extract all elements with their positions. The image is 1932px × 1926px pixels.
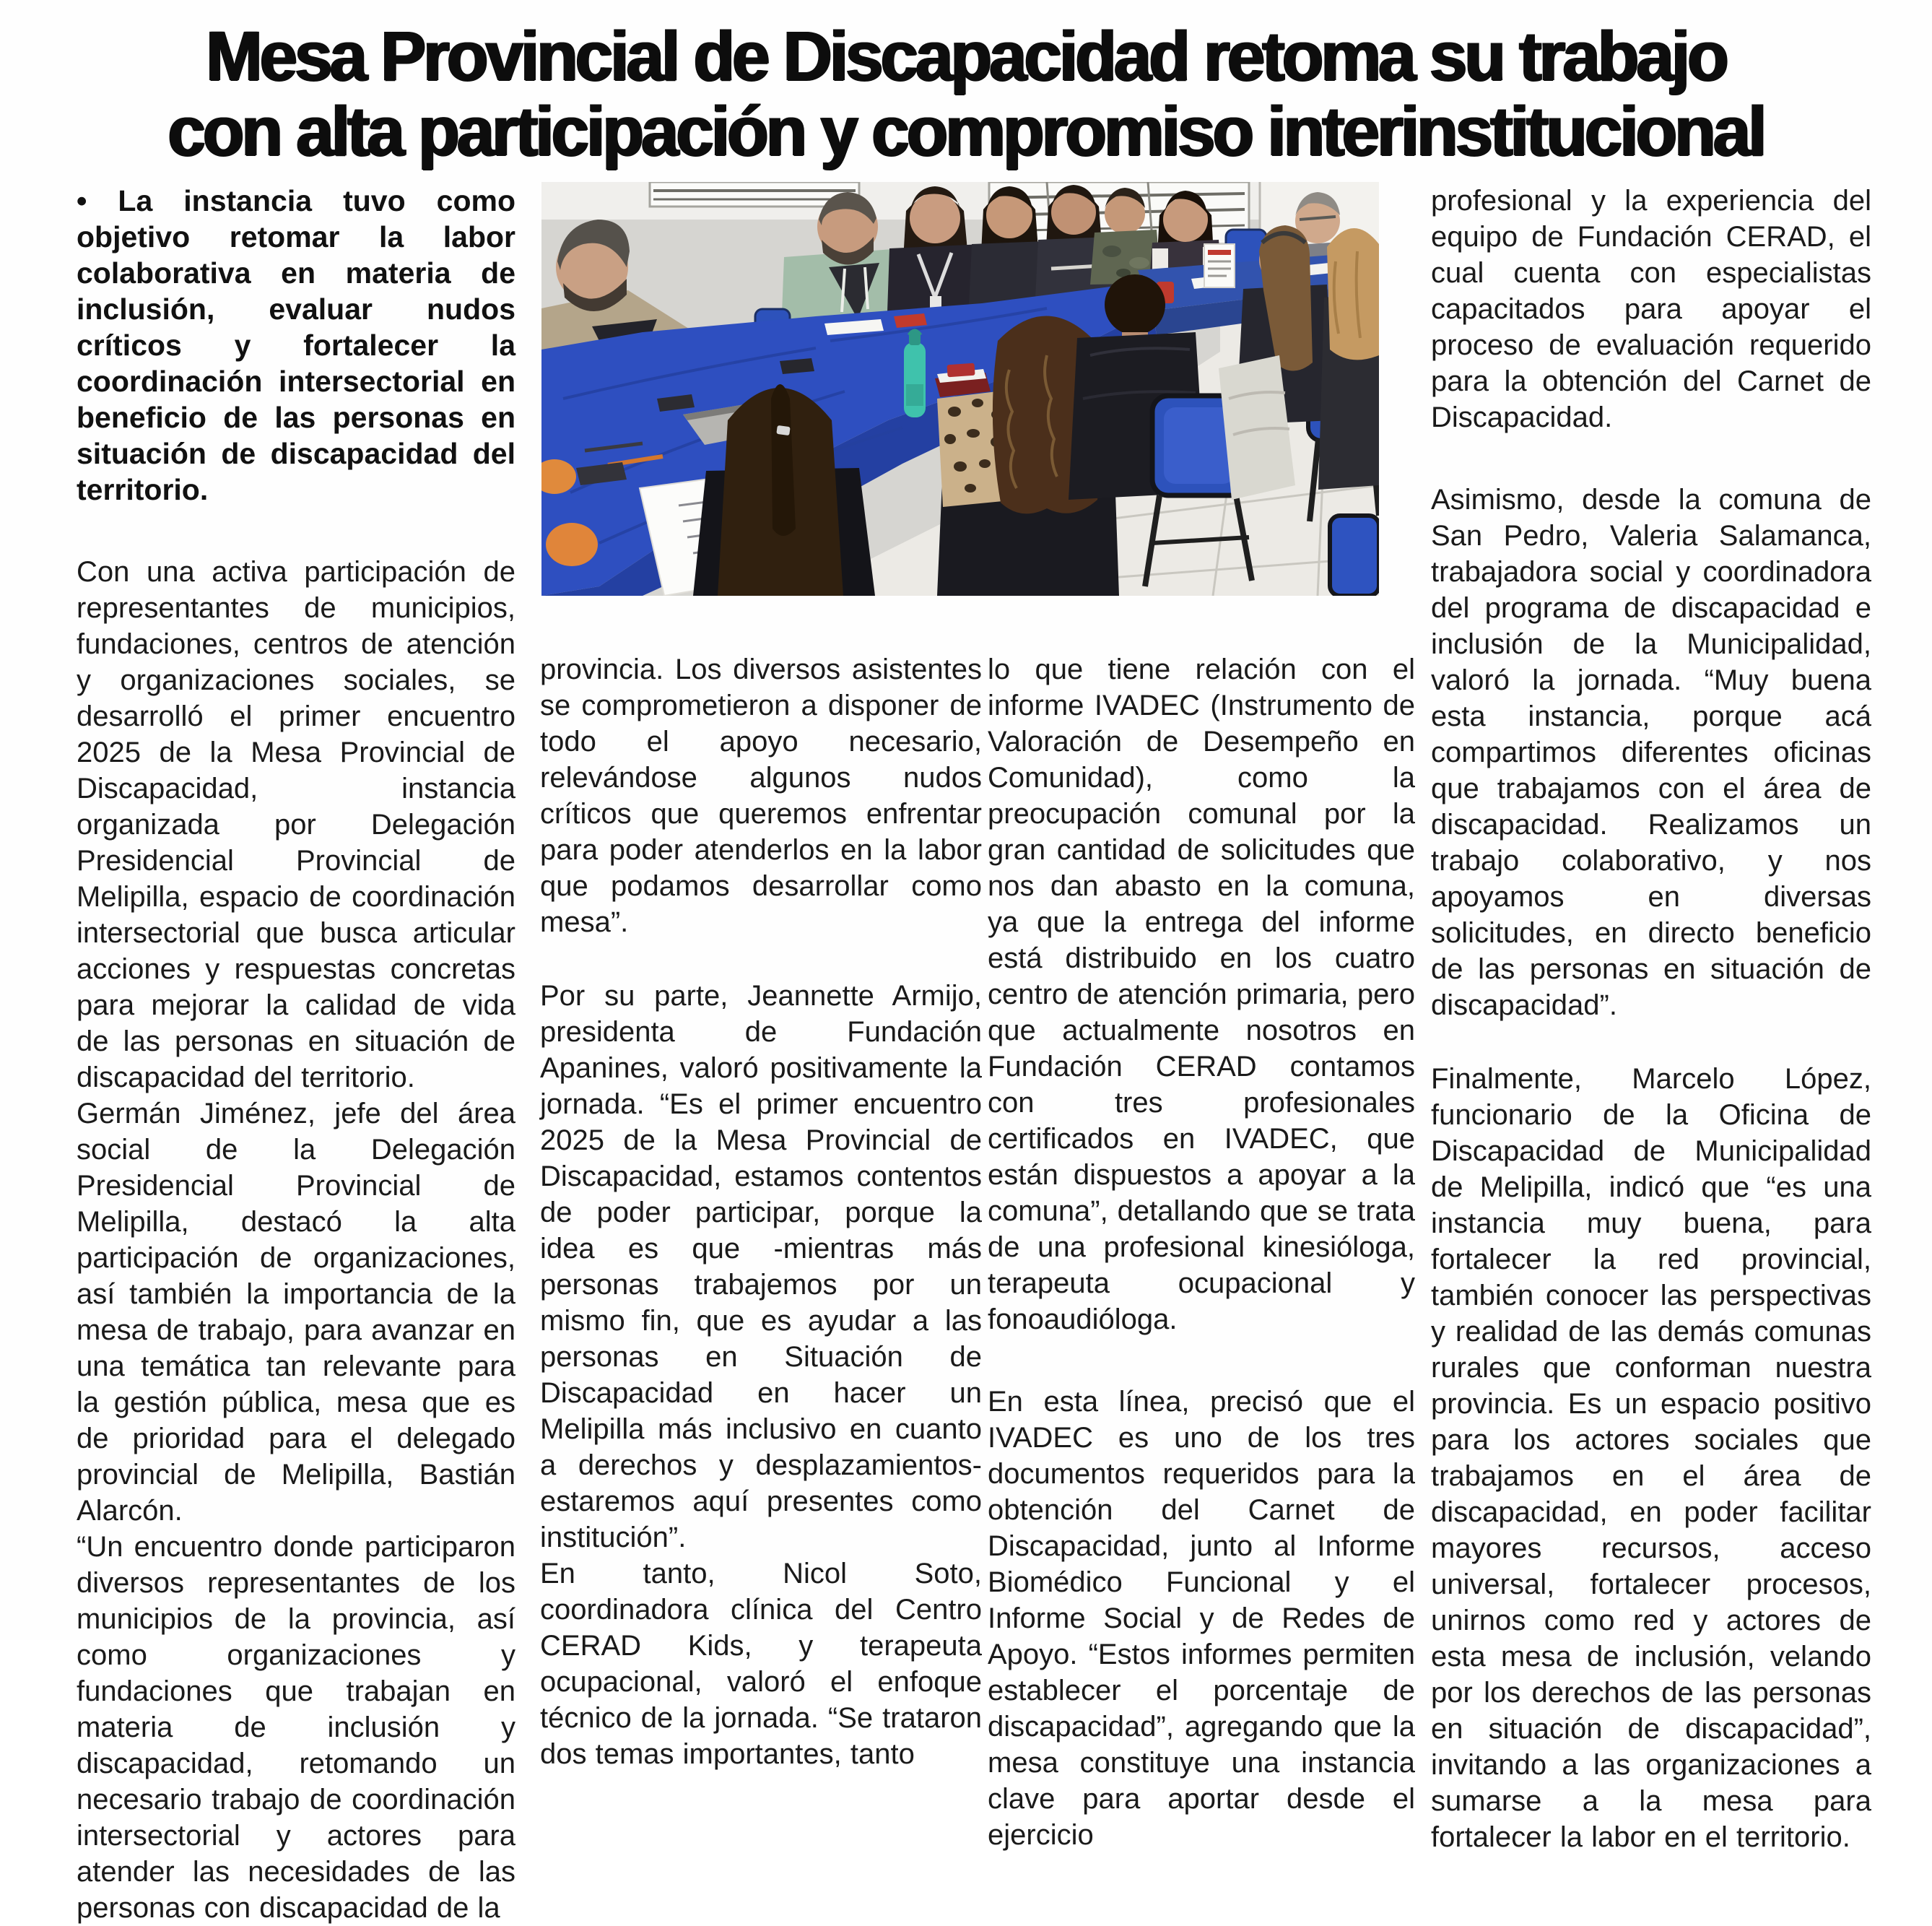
paragraph: lo que tiene relación con el informe IVADEC (Instrumento de Valoración de Desempeño en Comunidad), como la preocupación comunal por la gran cantidad de solicitudes que nos dan abasto en la comuna, ya que la entrega del informe está distribuido en los cuatro centro de atención primaria, pero que actualmente nosotros en Fundación CERAD contamos con tres profesionales certificados en IVADEC, que están dispuestos a apoyar a la comuna”, detallando que se trata de una profesional kinesióloga, terapeuta ocupacional y fonoaudióloga.: [988, 654, 1415, 1335]
column-1: [77, 183, 515, 1926]
column-2: [540, 651, 982, 1772]
paragraph: “Un encuentro donde participaron diversos representantes de los municipios de la provincia, así como organizaciones y fundaciones que trabajan en materia de inclusión y discapacidad, retomando un necesario trabajo de coordinación intersectorial y actores para atender las necesidades de las personas con discapacidad de la: [77, 1531, 515, 1924]
column-4: [1431, 183, 1871, 1855]
paragraph: En tanto, Nicol Soto, coordinadora clínica del Centro CERAD Kids, y terapeuta ocupacional, valoró el enfoque técnico de la jornada. “Se trataron dos temas importantes, tanto: [540, 1558, 982, 1770]
meeting-photo: [541, 182, 1379, 596]
paragraph: En esta línea, precisó que el IVADEC es uno de los tres documentos requeridos para la obtención del Carnet de Discapacidad, junto al Informe Biomédico Funcional y el Informe Social y de Redes de Apoyo. “Estos informes permiten establecer el porcentaje de discapacidad”, agregando que la mesa constituye una instancia clave para aportar desde el ejercicio: [988, 1386, 1415, 1851]
paragraph: Asimismo, desde la comuna de San Pedro, Valeria Salamanca, trabajadora social y coordinadora del programa de discapacidad e inclusión de la Municipalidad, valoró la jornada. “Muy buena esta instancia, porque acá compartimos diferentes oficinas que trabajamos con el área de discapacidad. Realizamos un trabajo colaborativo, y nos apoyamos en diversas solicitudes, en directo beneficio de las personas en situación de discapacidad”.: [1431, 484, 1871, 1021]
headline-line-2: con alta participación y compromiso interinstitucional: [167, 92, 1765, 170]
hair-clip: [776, 425, 790, 435]
meeting-photo-illustration: [541, 182, 1379, 596]
chair-bottom-right: [1330, 516, 1379, 596]
paragraph: profesional y la experiencia del equipo de Fundación CERAD, el cual cuenta con especialistas capacitados para apoyar el proceso de evaluación requerido para la obtención del Carnet de Discapacidad.: [1431, 185, 1871, 433]
paragraph: Germán Jiménez, jefe del área social de la Delegación Presidencial Provincial de Melipilla, destacó la alta participación de organizaciones, así también la importancia de la mesa de trabajo, para avanzar en una temática tan relevante para la gestión pública, mesa que es de prioridad para el delegado provincial de Melipilla, Bastián Alarcón.: [77, 1098, 515, 1527]
orange-item-2: [546, 523, 598, 566]
lead-paragraph: • La instancia tuvo como objetivo retomar la labor colaborativa en materia de inclusión, evaluar nudos críticos y fortalecer la coordinación intersectorial en beneficio de las personas en situación de discapacidad del territorio.: [77, 184, 515, 506]
paper-sign: [1204, 244, 1235, 287]
paragraph: Con una activa participación de representantes de municipios, fundaciones, centros de atención y organizaciones sociales, se desarrolló el primer encuentro 2025 de la Mesa Provincial de Discapacidad, instancia organizada por Delegación Presidencial Provincial de Melipilla, espacio de coordinación intersectorial que busca articular acciones y respuestas concretas para mejorar la calidad de vida de las personas en situación de discapacidad del territorio.: [77, 556, 515, 1093]
headline: [29, 19, 1903, 169]
paragraph: provincia. Los diversos asistentes se comprometieron a disponer de todo el apoyo necesario, relevándose algunos nudos críticos que queremos enfrentar para poder atenderlos en la labor que podamos desarrollar como mesa”.: [540, 654, 982, 938]
paragraph: Por su parte, Jeannette Armijo, presidenta de Fundación Apanines, valoró positivamente la jornada. “Es el primer encuentro 2025 de la Mesa Provincial de Discapacidad, estamos contentos de poder participar, porque la idea es que -mientras más personas trabajemos por un mismo fin, que es ayudar a las personas en Situación de Discapacidad en hacer un Melipilla más inclusivo en cuanto a derechos y desplazamientos- estaremos aquí presentes como institución”.: [540, 980, 982, 1553]
headline-line-1: Mesa Provincial de Discapacidad retoma su trabajo: [206, 17, 1726, 95]
paragraph: Finalmente, Marcelo López, funcionario de la Oficina de Discapacidad de Municipalidad de Melipilla, indicó que “es una instancia muy buena, para fortalecer la red provincial, también conocer las perspectivas y realidad de las demás comunas rurales que conforman nuestra provincia. Es un espacio positivo para los actores sociales que trabajamos en el área de discapacidad, en poder facilitar mayores recursos, acceso universal, fortalecer procesos, unirnos como red y actores de esta mesa de inclusión, velando por los derechos de las personas en situación de discapacidad”, invitando a las organizaciones a sumarse a la mesa para fortalecer la labor en el territorio.: [1431, 1063, 1871, 1853]
column-3: [988, 651, 1415, 1853]
